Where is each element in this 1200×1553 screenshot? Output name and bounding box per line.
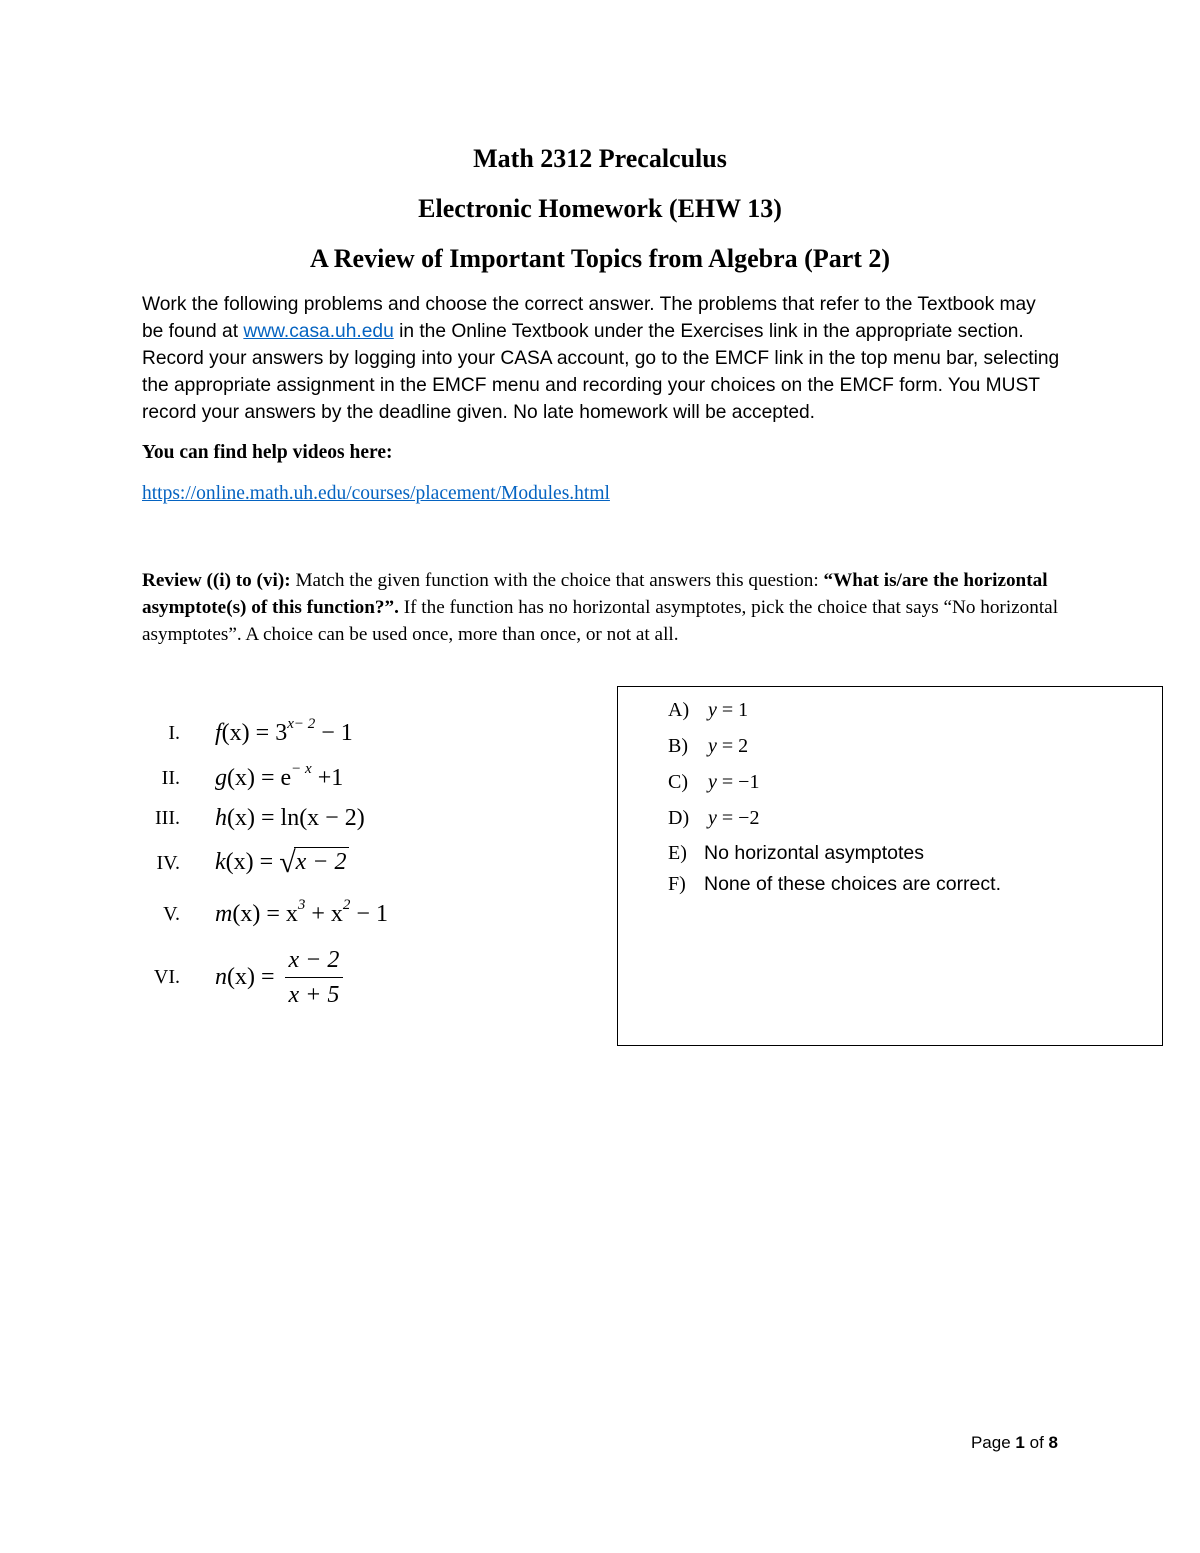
review-question: “What is/are the horizontal asymptote(s) of this function?”. (142, 570, 1048, 618)
choice-letter: A) (668, 698, 690, 721)
choice-c (668, 767, 759, 797)
choice-b (668, 731, 748, 761)
intro-paragraph (142, 291, 1062, 426)
choice-expression: y = −2 (708, 806, 760, 829)
fraction: $\frac{x - 2}{x + 5}$ (285, 945, 344, 1010)
square-root-icon: √x − 2 (279, 846, 347, 879)
casa-link[interactable]: www.casa.uh.edu (243, 321, 394, 342)
page-number: Page 1 of 8 (970, 1433, 1058, 1452)
function-numeral: I. (168, 721, 180, 744)
choice-letter: E) (668, 841, 687, 864)
choice-expression: y = 1 (708, 698, 749, 721)
choice-expression: y = 2 (708, 734, 749, 757)
choice-d (668, 803, 759, 833)
function-numeral: II. (161, 766, 180, 789)
function-expression: $g(x) = e^{- x} +1$ (215, 760, 344, 791)
document-title: Math 2312 Precalculus (473, 144, 727, 173)
choice-f (668, 869, 1001, 899)
review-label: Review ((i) to (vi): (142, 570, 291, 591)
choice-text: No horizontal asymptotes (704, 841, 925, 864)
intro-text-2: in the Online Textbook under the Exercises link in the appropriate section. Record your answers by logging into your CASA account, go to the EMCF link in the top menu bar, selecting the appropriate assignment in the EMCF menu and recording your choices on the EMCF form. You MUST record your answers by the deadline given. No late homework will be accepted. (142, 321, 1060, 423)
answer-choices-box (617, 686, 1163, 1046)
function-numeral: VI. (153, 965, 180, 988)
function-numeral: V. (163, 902, 180, 925)
choice-expression: y = −1 (708, 770, 760, 793)
choice-e (668, 838, 924, 868)
document-subtitle: Electronic Homework (EHW 13) (418, 194, 782, 223)
function-expression: $f(x) = 3^{x- 2} - 1$ (215, 715, 353, 746)
choice-text: None of these choices are correct. (704, 872, 1001, 895)
choice-a (668, 695, 748, 725)
function-expression: n (x) = $\frac{x - 2}{x + 5}$ (215, 945, 343, 1010)
function-numeral: IV. (156, 851, 180, 874)
function-numeral: III. (155, 806, 180, 829)
choice-letter: C) (668, 770, 688, 793)
function-expression: h(x) = ln(x − 2) (215, 804, 365, 831)
review-instructions (142, 567, 1062, 648)
document-heading: A Review of Important Topics from Algebra (Part 2) (309, 244, 891, 273)
function-expression: k(x) = √x − 2 (215, 846, 347, 879)
choice-letter: D) (668, 806, 690, 829)
choice-letter: B) (668, 734, 688, 757)
help-videos-label: You can find help videos here: (142, 442, 393, 463)
intro-text-1: Work the following problems and choose the correct answer. The problems that refer to the Textbook may be found at (142, 294, 1036, 342)
help-videos-link[interactable]: https://online.math.uh.edu/courses/placement/Modules.html (142, 483, 610, 504)
review-text-2: If the function has no horizontal asymptotes, pick the choice that says “No horizontal asymptotes”. A choice can be used once, more than once, or not at all. (142, 597, 1059, 645)
choice-letter: F) (668, 872, 686, 895)
function-expression: $m(x) = x^3 + x^2 - 1$ (215, 896, 388, 927)
review-text-1: Match the given function with the choice that answers this question: (290, 570, 824, 591)
